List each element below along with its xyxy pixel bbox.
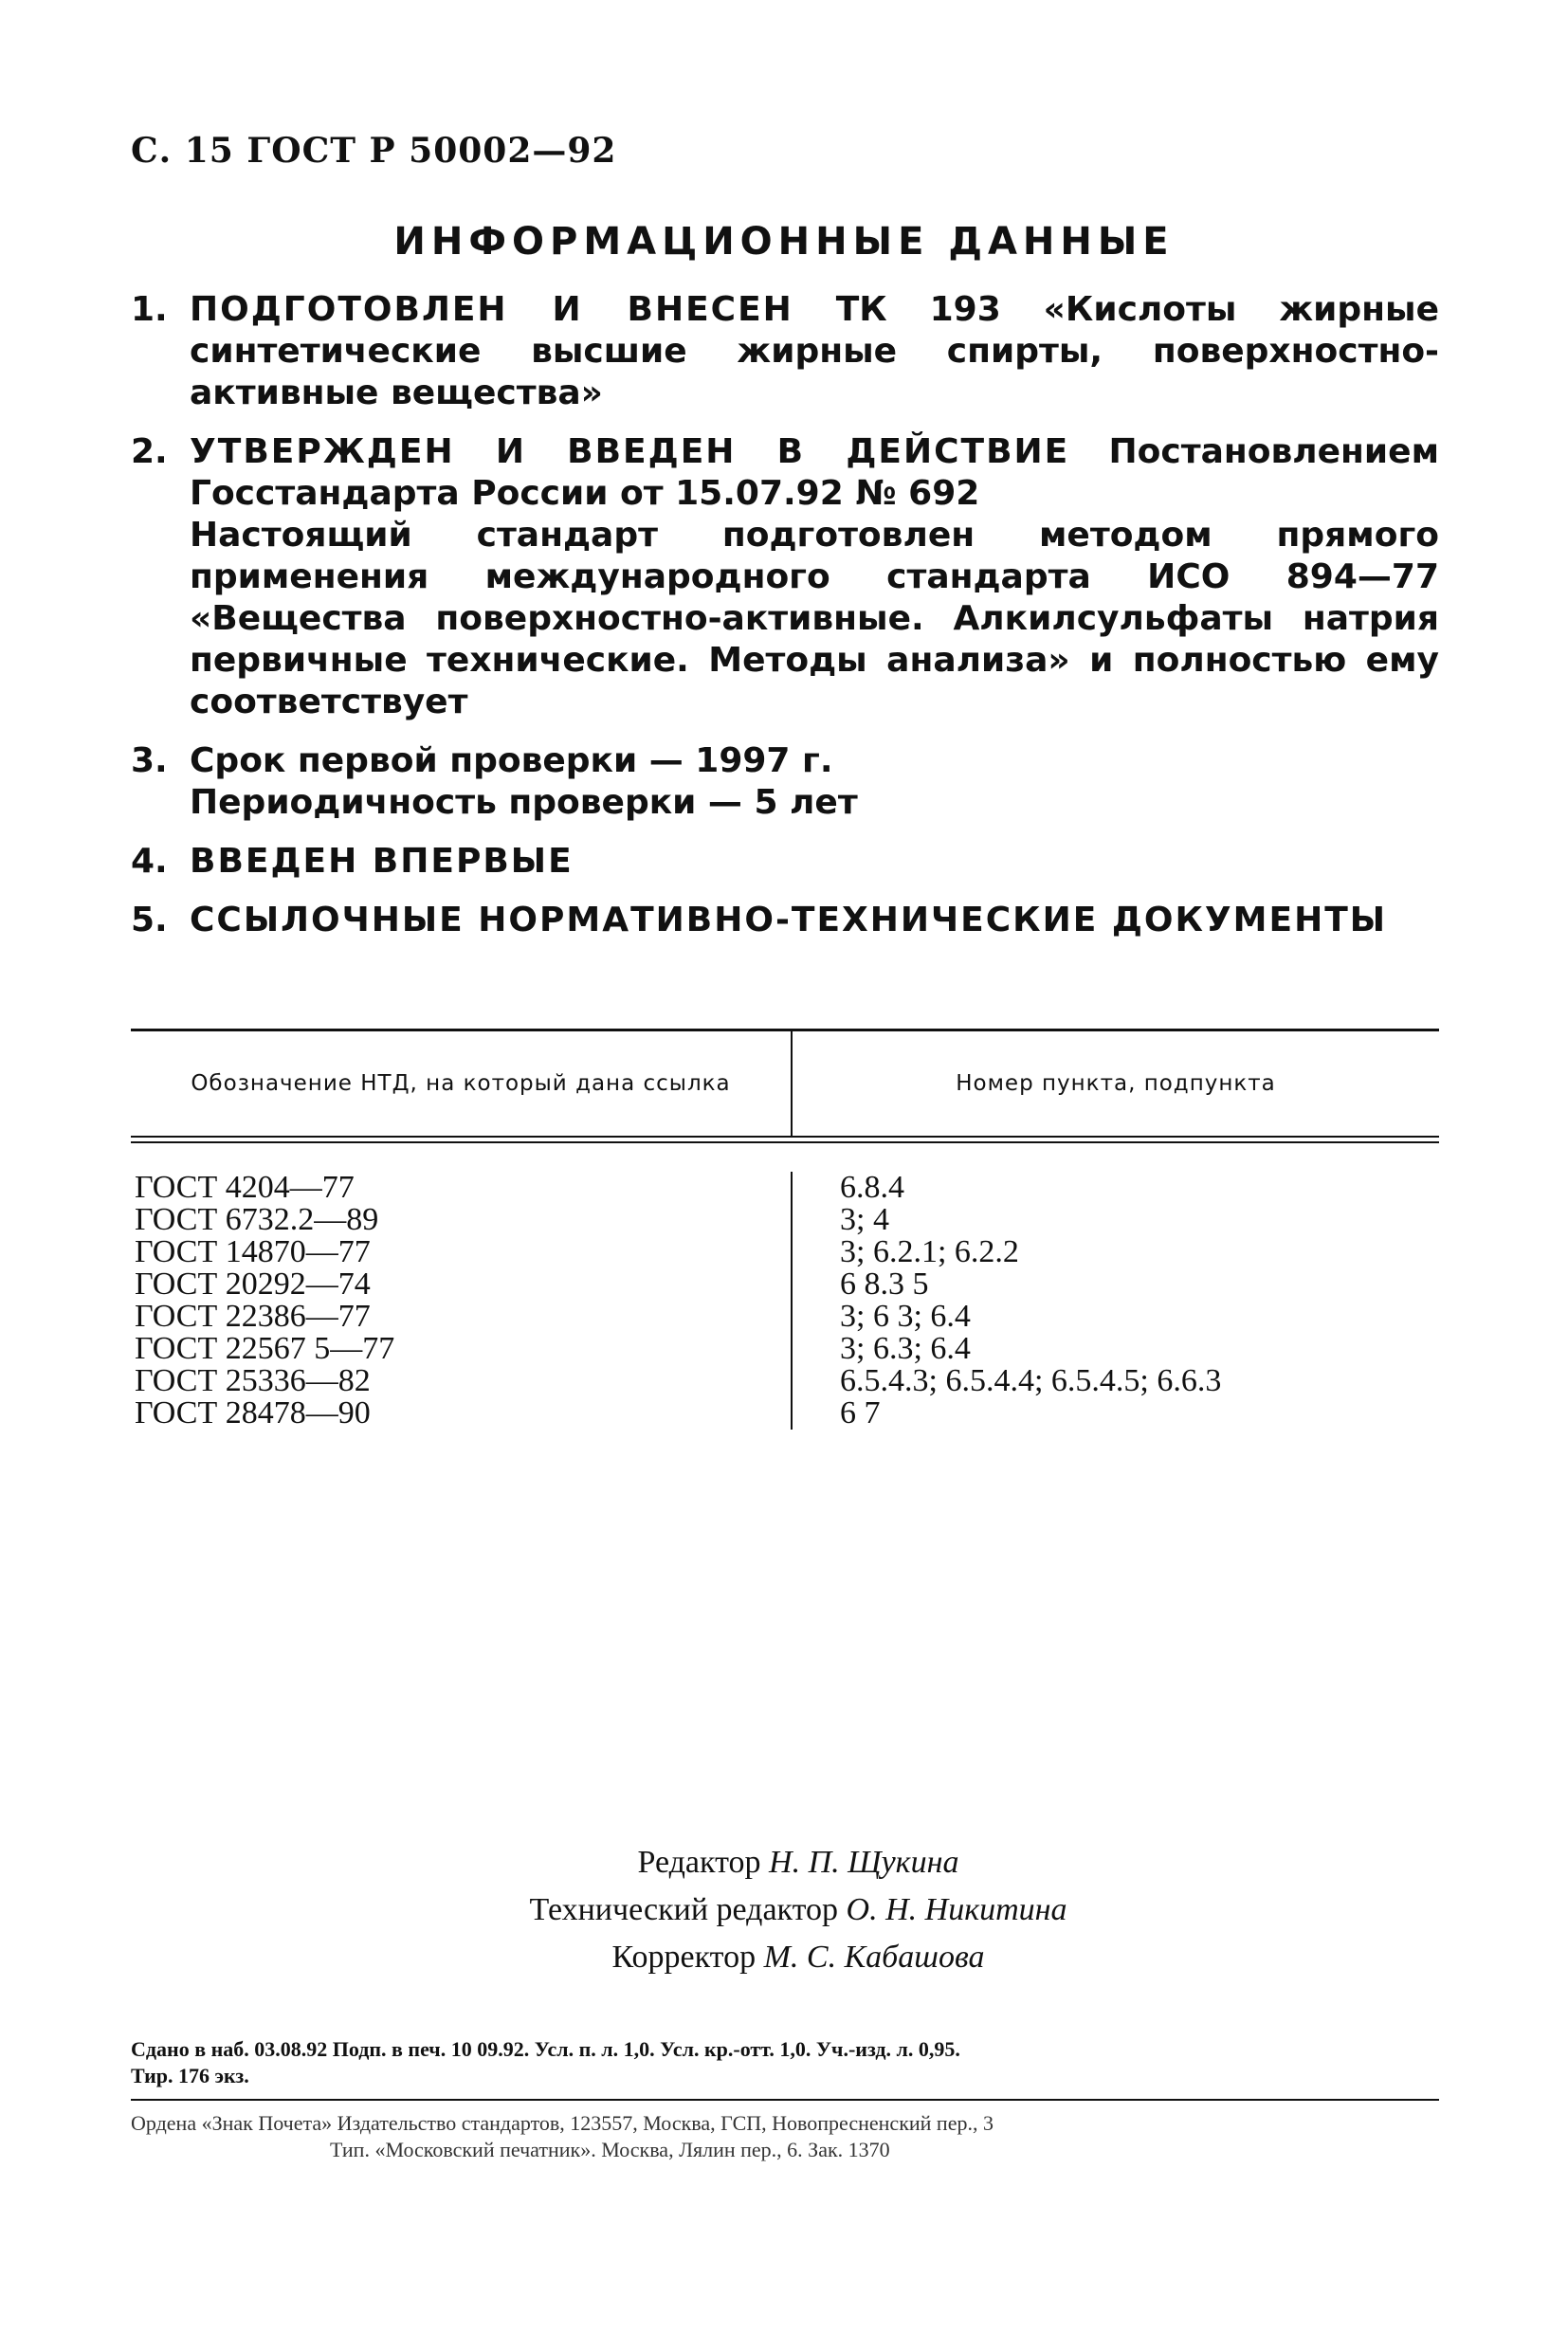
info-item (131, 431, 1439, 723)
publisher-line: Ордена «Знак Почета» Издательство стандартов, 123557, Москва, ГСП, Новопресненский пер., 3 (131, 2111, 994, 2135)
clause-column (793, 1172, 1439, 1430)
table-cell-designation: ГОСТ 22567 5—77 (135, 1331, 395, 1366)
item-extra-text: Периодичность проверки — 5 лет (190, 783, 858, 822)
table-cell-designation: ГОСТ 20292—74 (135, 1267, 371, 1302)
imprint-divider (131, 2099, 1439, 2101)
item-number: 1. (131, 290, 168, 329)
item-body (190, 431, 1439, 723)
info-item (131, 740, 1439, 824)
designation-column (131, 1172, 791, 1430)
imprint-line: Тир. 176 экз. (131, 2064, 249, 2087)
credit-role: Технический редактор (529, 1892, 839, 1927)
imprint-line: Сдано в наб. 03.08.92 Подп. в печ. 10 09.92. Усл. п. л. 1,0. Усл. кр.-отт. 1,0. Уч.-изд. л. 0,95. (131, 2037, 960, 2061)
table-cell-clause: 3; 4 (840, 1202, 889, 1237)
print-imprint (131, 2036, 1439, 2089)
table-cell-clause: 6.8.4 (840, 1170, 904, 1205)
credit-name: М. С. Кабашова (763, 1940, 985, 1975)
editorial-credits (0, 1839, 1568, 1981)
credit-role: Корректор (611, 1940, 757, 1975)
table-cell-designation: ГОСТ 25336—82 (135, 1363, 371, 1398)
item-number: 5. (131, 901, 168, 939)
item-body (190, 841, 1439, 883)
table-cell-clause: 3; 6 3; 6.4 (840, 1299, 971, 1334)
table-cell-designation: ГОСТ 28478—90 (135, 1395, 371, 1431)
item-body (190, 289, 1439, 414)
table-cell-designation: ГОСТ 6732.2—89 (135, 1202, 379, 1237)
item-body (190, 900, 1439, 941)
item-text (190, 289, 1439, 414)
table-cell-clause: 6.5.4.3; 6.5.4.4; 6.5.4.5; 6.6.3 (840, 1363, 1222, 1398)
credit-line (28, 1886, 1568, 1934)
item-number: 2. (131, 432, 168, 471)
document-title: ИНФОРМАЦИОННЫЕ ДАННЫЕ (393, 220, 1175, 264)
column-header-designation: Обозначение НТД, на который дана ссылка (191, 1071, 731, 1096)
info-items (131, 289, 1439, 958)
item-body (190, 740, 1439, 824)
table-header (131, 1031, 1439, 1136)
item-lead: ССЫЛОЧНЫЕ НОРМАТИВНО-ТЕХНИЧЕСКИЕ ДОКУМЕНТЫ (190, 901, 1388, 939)
credit-line (28, 1934, 1568, 1981)
credit-name: О. Н. Никитина (846, 1892, 1067, 1927)
page-header: С. 15 ГОСТ Р 50002—92 (131, 131, 617, 171)
item-lead: ПОДГОТОВЛЕН И ВНЕСЕН (190, 290, 793, 329)
item-lead: ВВЕДЕН ВПЕРВЫЕ (190, 842, 574, 881)
credit-line (28, 1839, 1568, 1886)
table-cell-clause: 6 7 (840, 1395, 881, 1431)
info-item (131, 900, 1439, 941)
column-header-clause: Номер пункта, подпункта (956, 1071, 1276, 1096)
table-cell-designation: ГОСТ 22386—77 (135, 1299, 371, 1334)
credit-role: Редактор (637, 1845, 761, 1880)
table-cell-clause: 3; 6.3; 6.4 (840, 1331, 971, 1366)
item-lead: УТВЕРЖДЕН И ВВЕДЕН В ДЕЙСТВИЕ (190, 432, 1070, 471)
item-number: 4. (131, 842, 168, 881)
reference-table (131, 1029, 1439, 1430)
publisher-line: Тип. «Московский печатник». Москва, Лялин пер., 6. Зак. 1370 (330, 2138, 890, 2161)
info-item (131, 289, 1439, 414)
table-cell-designation: ГОСТ 14870—77 (135, 1234, 371, 1269)
info-item (131, 841, 1439, 883)
credit-name: Н. П. Щукина (769, 1845, 959, 1880)
item-main-text: Постановлением Госстандарта России от 15.07.92 № 692 (190, 432, 1439, 513)
item-extra-text: Настоящий стандарт подготовлен методом прямого применения международного стандарта ИСО 894—77 «Вещества поверхностно-активные. Алкилсульфаты натрия первичные технические. Методы анализа» и полностью ему соответствует (190, 516, 1439, 721)
table-cell-clause: 6 8.3 5 (840, 1267, 929, 1302)
table-cell-designation: ГОСТ 4204—77 (135, 1170, 355, 1205)
table-header-rule (131, 1136, 1439, 1143)
table-body (131, 1172, 1439, 1430)
item-text (190, 431, 1439, 515)
publisher-info (131, 2110, 1439, 2163)
item-main-text: Срок первой проверки — 1997 г. (190, 741, 833, 780)
item-main-text: ТК 193 «Кислоты жирные синтетические высшие жирные спирты, поверхностно-активные вещества» (190, 290, 1439, 412)
item-number: 3. (131, 741, 168, 780)
table-cell-clause: 3; 6.2.1; 6.2.2 (840, 1234, 1019, 1269)
